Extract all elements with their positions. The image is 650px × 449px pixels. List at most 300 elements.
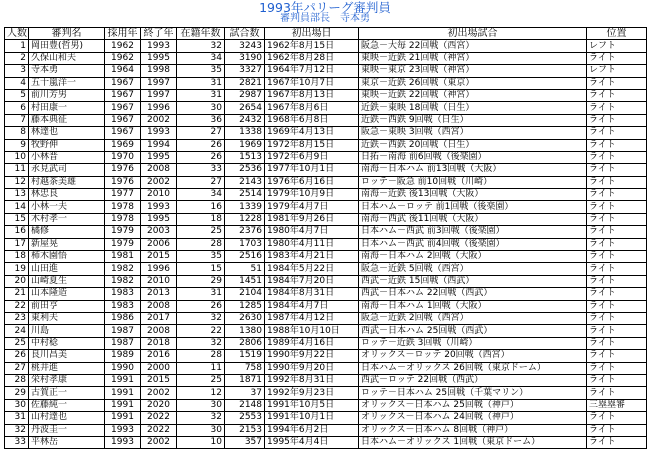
cell-num: 29 [5, 387, 29, 399]
cell-years: 34 [177, 52, 225, 64]
cell-debut-date: 1995年4月4日 [265, 436, 359, 448]
cell-num: 14 [5, 201, 29, 213]
table-row [5, 275, 647, 287]
header-end-year: 終了年 [141, 28, 177, 40]
cell-name: 牧野伸 [29, 139, 105, 151]
cell-name: 栄村孝康 [29, 374, 105, 386]
cell-name: 山崎夏生 [29, 275, 105, 287]
cell-debut-game: オリックス－日本ハム 24回戦（神戸） [359, 412, 587, 424]
cell-end-year: 2008 [141, 300, 177, 312]
cell-start-year: 1978 [105, 201, 141, 213]
cell-end-year: 2013 [141, 288, 177, 300]
table-row [5, 300, 647, 312]
cell-years: 26 [177, 139, 225, 151]
cell-debut-date: 1969年4月13日 [265, 127, 359, 139]
cell-name: 岡田豊(哲男) [29, 40, 105, 52]
cell-end-year: 1995 [141, 213, 177, 225]
cell-years: 26 [177, 300, 225, 312]
cell-debut-date: 1962年8月15日 [265, 40, 359, 52]
cell-position: ライト [587, 89, 647, 101]
cell-num: 25 [5, 337, 29, 349]
cell-end-year: 2016 [141, 350, 177, 362]
cell-num: 7 [5, 114, 29, 126]
cell-games: 3243 [225, 40, 265, 52]
table-row [5, 89, 647, 101]
header-debut-game: 初出場試合 [359, 28, 587, 40]
table-row [5, 374, 647, 386]
cell-position: ライト [587, 374, 647, 386]
cell-debut-game: 南海－近鉄 後13回戦（大阪） [359, 189, 587, 201]
cell-start-year: 1969 [105, 139, 141, 151]
table-row [5, 263, 647, 275]
cell-start-year: 1978 [105, 213, 141, 225]
cell-end-year: 2022 [141, 424, 177, 436]
cell-games: 1519 [225, 350, 265, 362]
table-row [5, 40, 647, 52]
cell-name: 前田亨 [29, 300, 105, 312]
cell-position: ライト [587, 114, 647, 126]
cell-num: 11 [5, 164, 29, 176]
cell-num: 33 [5, 436, 29, 448]
cell-position: ライト [587, 238, 647, 250]
table-row [5, 176, 647, 188]
cell-start-year: 1987 [105, 337, 141, 349]
cell-debut-date: 1988年10月10日 [265, 325, 359, 337]
cell-games: 2821 [225, 77, 265, 89]
cell-position: ライト [587, 139, 647, 151]
cell-games: 2148 [225, 399, 265, 411]
cell-debut-game: 近鉄－東映 18回戦（日生） [359, 102, 587, 114]
cell-debut-game: 西武－近鉄 15回戦（西武） [359, 275, 587, 287]
cell-num: 24 [5, 325, 29, 337]
header-years: 在籍年数 [177, 28, 225, 40]
cell-name: 寺本勇 [29, 65, 105, 77]
cell-num: 9 [5, 139, 29, 151]
cell-games: 1380 [225, 325, 265, 337]
cell-debut-date: 1977年10月1日 [265, 164, 359, 176]
cell-start-year: 1976 [105, 176, 141, 188]
table-row [5, 102, 647, 114]
table-row [5, 362, 647, 374]
cell-games: 1228 [225, 213, 265, 225]
cell-years: 28 [177, 350, 225, 362]
cell-position: ライト [587, 52, 647, 64]
cell-num: 2 [5, 52, 29, 64]
cell-years: 12 [177, 387, 225, 399]
table-row [5, 127, 647, 139]
cell-position: ライト [587, 312, 647, 324]
cell-debut-game: 南海－日本ハム 前13回戦（大阪） [359, 164, 587, 176]
cell-num: 18 [5, 251, 29, 263]
cell-num: 23 [5, 312, 29, 324]
cell-games: 2553 [225, 412, 265, 424]
cell-debut-date: 1991年10月5日 [265, 399, 359, 411]
cell-name: 橘修 [29, 226, 105, 238]
cell-debut-game: 日本ハム－オリックス 26回戦（東京ドーム） [359, 362, 587, 374]
cell-games: 2536 [225, 164, 265, 176]
cell-name: 新屋晃 [29, 238, 105, 250]
cell-debut-date: 1984年4月7日 [265, 300, 359, 312]
cell-games: 1338 [225, 127, 265, 139]
cell-debut-date: 1983年4月21日 [265, 251, 359, 263]
header-start-year: 採用年 [105, 28, 141, 40]
cell-num: 12 [5, 176, 29, 188]
cell-name: 山本隆造 [29, 288, 105, 300]
cell-debut-game: 日本ハム－オリックス 1回戦（東京ドーム） [359, 436, 587, 448]
cell-debut-game: ロッテ－阪急 前10回戦（川崎） [359, 176, 587, 188]
cell-num: 8 [5, 127, 29, 139]
cell-num: 10 [5, 151, 29, 163]
cell-name: 佐藤純一 [29, 399, 105, 411]
cell-start-year: 1993 [105, 436, 141, 448]
cell-position: ライト [587, 151, 647, 163]
cell-debut-date: 1980年4月7日 [265, 226, 359, 238]
cell-start-year: 1986 [105, 312, 141, 324]
cell-debut-game: 東映－近鉄 21回戦（神宮） [359, 52, 587, 64]
cell-end-year: 1997 [141, 77, 177, 89]
cell-start-year: 1962 [105, 52, 141, 64]
cell-years: 30 [177, 399, 225, 411]
table-row [5, 325, 647, 337]
cell-years: 31 [177, 77, 225, 89]
cell-debut-date: 1980年4月11日 [265, 238, 359, 250]
table-row [5, 201, 647, 213]
cell-num: 15 [5, 213, 29, 225]
cell-debut-game: 阪急－近鉄 5回戦（西宮） [359, 263, 587, 275]
cell-years: 32 [177, 337, 225, 349]
cell-position: ライト [587, 263, 647, 275]
cell-end-year: 2006 [141, 238, 177, 250]
cell-num: 26 [5, 350, 29, 362]
cell-debut-game: 近鉄－西鉄 9回戦（日生） [359, 114, 587, 126]
cell-start-year: 1982 [105, 263, 141, 275]
cell-position: ライト [587, 387, 647, 399]
cell-start-year: 1990 [105, 362, 141, 374]
cell-end-year: 2010 [141, 275, 177, 287]
cell-years: 35 [177, 65, 225, 77]
cell-position: ライト [587, 275, 647, 287]
cell-debut-game: ロッテ－近鉄 3回戦（川崎） [359, 337, 587, 349]
cell-num: 13 [5, 189, 29, 201]
cell-name: 村田康一 [29, 102, 105, 114]
cell-games: 2987 [225, 89, 265, 101]
cell-years: 22 [177, 325, 225, 337]
cell-position: ライト [587, 77, 647, 89]
cell-name: 林忠良 [29, 189, 105, 201]
cell-name: 木村孝一 [29, 213, 105, 225]
cell-years: 25 [177, 374, 225, 386]
cell-start-year: 1983 [105, 300, 141, 312]
cell-end-year: 2008 [141, 164, 177, 176]
table-row [5, 77, 647, 89]
cell-position: ライト [587, 288, 647, 300]
table-row [5, 350, 647, 362]
cell-start-year: 1976 [105, 164, 141, 176]
cell-debut-game: ロッテ－日本ハム 25回戦（千葉マリン） [359, 387, 587, 399]
cell-name: 桃井進 [29, 362, 105, 374]
cell-num: 20 [5, 275, 29, 287]
cell-debut-date: 1981年9月26日 [265, 213, 359, 225]
cell-position: ライト [587, 251, 647, 263]
table-body [5, 40, 647, 449]
cell-games: 1969 [225, 139, 265, 151]
cell-debut-date: 1972年8月15日 [265, 139, 359, 151]
cell-start-year: 1991 [105, 412, 141, 424]
cell-num: 17 [5, 238, 29, 250]
cell-games: 1703 [225, 238, 265, 250]
cell-start-year: 1991 [105, 374, 141, 386]
cell-games: 2514 [225, 189, 265, 201]
cell-start-year: 1962 [105, 40, 141, 52]
cell-end-year: 2017 [141, 312, 177, 324]
header-debut-date: 初出場日 [265, 28, 359, 40]
cell-years: 30 [177, 102, 225, 114]
cell-name: 永見武司 [29, 164, 105, 176]
cell-position: ライト [587, 226, 647, 238]
cell-num: 28 [5, 374, 29, 386]
cell-name: 村越茶美雄 [29, 176, 105, 188]
cell-debut-date: 1990年9月22日 [265, 350, 359, 362]
cell-debut-date: 1967年8月13日 [265, 89, 359, 101]
cell-position: ライト [587, 127, 647, 139]
cell-name: 山田進 [29, 263, 105, 275]
cell-debut-game: 阪急－東映 3回戦（西宮） [359, 127, 587, 139]
cell-position: ライト [587, 325, 647, 337]
cell-num: 4 [5, 77, 29, 89]
cell-debut-date: 1984年5月22日 [265, 263, 359, 275]
table-row [5, 424, 647, 436]
cell-position: ライト [587, 436, 647, 448]
cell-position: ライト [587, 189, 647, 201]
cell-position: ライト [587, 300, 647, 312]
cell-position: ライト [587, 213, 647, 225]
cell-years: 27 [177, 176, 225, 188]
cell-years: 15 [177, 263, 225, 275]
cell-name: 古賀正一 [29, 387, 105, 399]
cell-start-year: 1981 [105, 251, 141, 263]
cell-games: 2143 [225, 176, 265, 188]
cell-start-year: 1989 [105, 350, 141, 362]
cell-debut-game: 南海－日本ハム 1回戦（大阪） [359, 300, 587, 312]
cell-end-year: 1993 [141, 201, 177, 213]
cell-debut-date: 1992年8月31日 [265, 374, 359, 386]
cell-years: 29 [177, 275, 225, 287]
cell-end-year: 2002 [141, 114, 177, 126]
cell-debut-game: 東京－近鉄 26回戦（東京） [359, 77, 587, 89]
cell-debut-date: 1979年4月7日 [265, 201, 359, 213]
cell-debut-game: 西武－日本ハム 25回戦（西武） [359, 325, 587, 337]
cell-num: 5 [5, 89, 29, 101]
cell-debut-date: 1994年6月2日 [265, 424, 359, 436]
table-row [5, 213, 647, 225]
cell-debut-date: 1972年6月9日 [265, 151, 359, 163]
cell-name: 山村達也 [29, 412, 105, 424]
cell-position: ライト [587, 362, 647, 374]
cell-games: 357 [225, 436, 265, 448]
cell-start-year: 1987 [105, 325, 141, 337]
cell-name: 小林晋 [29, 151, 105, 163]
header-row [5, 28, 647, 40]
cell-end-year: 2015 [141, 251, 177, 263]
table-row [5, 412, 647, 424]
cell-end-year: 2000 [141, 362, 177, 374]
table-row [5, 189, 647, 201]
umpire-table [4, 27, 647, 449]
table-row [5, 52, 647, 64]
cell-games: 2516 [225, 251, 265, 263]
cell-start-year: 1967 [105, 127, 141, 139]
cell-years: 35 [177, 251, 225, 263]
cell-games: 2104 [225, 288, 265, 300]
cell-end-year: 2018 [141, 337, 177, 349]
cell-name: 林達也 [29, 127, 105, 139]
cell-position: ライト [587, 201, 647, 213]
table-row [5, 238, 647, 250]
cell-start-year: 1967 [105, 77, 141, 89]
cell-games: 51 [225, 263, 265, 275]
cell-games: 3327 [225, 65, 265, 77]
cell-games: 1451 [225, 275, 265, 287]
cell-name: 中村稔 [29, 337, 105, 349]
cell-debut-game: 日本ハム－西武 前3回戦（後楽園） [359, 226, 587, 238]
cell-games: 2654 [225, 102, 265, 114]
cell-debut-game: 阪急－大毎 22回戦（西宮） [359, 40, 587, 52]
cell-debut-game: 東映－東京 23回戦（神宮） [359, 65, 587, 77]
cell-debut-date: 1967年8月6日 [265, 102, 359, 114]
cell-years: 32 [177, 412, 225, 424]
cell-debut-game: 南海－西武 後11回戦（大阪） [359, 213, 587, 225]
cell-debut-date: 1964年7月12日 [265, 65, 359, 77]
cell-debut-date: 1987年4月12日 [265, 312, 359, 324]
cell-years: 34 [177, 189, 225, 201]
cell-start-year: 1977 [105, 189, 141, 201]
cell-end-year: 1996 [141, 102, 177, 114]
cell-name: 久保山和夫 [29, 52, 105, 64]
cell-debut-game: 日本ハム－ロッテ 前1回戦（後楽園） [359, 201, 587, 213]
cell-start-year: 1970 [105, 151, 141, 163]
cell-name: 柿木園悟 [29, 251, 105, 263]
cell-num: 3 [5, 65, 29, 77]
cell-end-year: 1995 [141, 151, 177, 163]
cell-debut-game: オリックス－日本ハム 25回戦（神戸） [359, 399, 587, 411]
cell-name: 平林岳 [29, 436, 105, 448]
cell-debut-game: 南海－日本ハム 2回戦（大阪） [359, 251, 587, 263]
cell-position: ライト [587, 424, 647, 436]
cell-start-year: 1967 [105, 102, 141, 114]
cell-end-year: 2002 [141, 387, 177, 399]
cell-position: 三塁塁審 [587, 399, 647, 411]
cell-games: 2432 [225, 114, 265, 126]
cell-debut-game: 阪急－近鉄 2回戦（西宮） [359, 312, 587, 324]
cell-end-year: 2015 [141, 374, 177, 386]
header-num: 人数 [5, 28, 29, 40]
cell-years: 31 [177, 288, 225, 300]
header-position: 位置 [587, 28, 647, 40]
cell-years: 32 [177, 40, 225, 52]
cell-num: 6 [5, 102, 29, 114]
cell-debut-date: 1976年6月16日 [265, 176, 359, 188]
cell-num: 16 [5, 226, 29, 238]
cell-position: ライト [587, 102, 647, 114]
cell-debut-date: 1984年8月31日 [265, 288, 359, 300]
cell-start-year: 1993 [105, 424, 141, 436]
cell-name: 小林一夫 [29, 201, 105, 213]
page-subtitle: 審判員部長 寺本勇 [280, 13, 370, 24]
cell-years: 27 [177, 127, 225, 139]
cell-years: 25 [177, 226, 225, 238]
cell-num: 30 [5, 399, 29, 411]
cell-position: レフト [587, 40, 647, 52]
cell-end-year: 1993 [141, 40, 177, 52]
cell-debut-date: 1979年10月9日 [265, 189, 359, 201]
cell-end-year: 1995 [141, 52, 177, 64]
cell-end-year: 1994 [141, 139, 177, 151]
cell-num: 19 [5, 263, 29, 275]
cell-end-year: 2003 [141, 226, 177, 238]
table-row [5, 387, 647, 399]
cell-position: レフト [587, 65, 647, 77]
cell-games: 2153 [225, 424, 265, 436]
cell-num: 31 [5, 412, 29, 424]
cell-years: 11 [177, 362, 225, 374]
header-games: 試合数 [225, 28, 265, 40]
cell-years: 10 [177, 436, 225, 448]
cell-name: 五十嵐洋一 [29, 77, 105, 89]
cell-name: 藤本典征 [29, 114, 105, 126]
cell-start-year: 1982 [105, 275, 141, 287]
cell-start-year: 1967 [105, 114, 141, 126]
table-row [5, 65, 647, 77]
cell-start-year: 1964 [105, 65, 141, 77]
table-row [5, 288, 647, 300]
table-row [5, 151, 647, 163]
cell-position: ライト [587, 176, 647, 188]
cell-debut-date: 1968年6月8日 [265, 114, 359, 126]
cell-debut-game: 日本ハム－西武 前4回戦（後楽園） [359, 238, 587, 250]
cell-name: 丹波圭一 [29, 424, 105, 436]
table-row [5, 226, 647, 238]
cell-end-year: 2020 [141, 399, 177, 411]
cell-num: 32 [5, 424, 29, 436]
cell-debut-date: 1984年7月20日 [265, 275, 359, 287]
table-row [5, 139, 647, 151]
cell-debut-game: オリックス－日本ハム 8回戦（神戸） [359, 424, 587, 436]
cell-end-year: 2010 [141, 189, 177, 201]
cell-position: ライト [587, 337, 647, 349]
cell-position: ライト [587, 164, 647, 176]
cell-end-year: 2008 [141, 325, 177, 337]
cell-years: 31 [177, 89, 225, 101]
cell-games: 1339 [225, 201, 265, 213]
cell-years: 26 [177, 151, 225, 163]
cell-debut-date: 1989年4月16日 [265, 337, 359, 349]
cell-end-year: 1997 [141, 89, 177, 101]
cell-debut-game: 日拓－南海 前6回戦（後楽園） [359, 151, 587, 163]
cell-debut-game: 西武－ロッテ 22回戦（西武） [359, 374, 587, 386]
cell-start-year: 1979 [105, 238, 141, 250]
cell-years: 32 [177, 312, 225, 324]
cell-years: 28 [177, 238, 225, 250]
cell-debut-game: 東映－近鉄 22回戦（神宮） [359, 89, 587, 101]
cell-years: 33 [177, 164, 225, 176]
cell-num: 1 [5, 40, 29, 52]
cell-num: 22 [5, 300, 29, 312]
cell-games: 2376 [225, 226, 265, 238]
cell-debut-date: 1990年9月20日 [265, 362, 359, 374]
cell-position: ライト [587, 350, 647, 362]
cell-name: 良川昌美 [29, 350, 105, 362]
cell-games: 1513 [225, 151, 265, 163]
